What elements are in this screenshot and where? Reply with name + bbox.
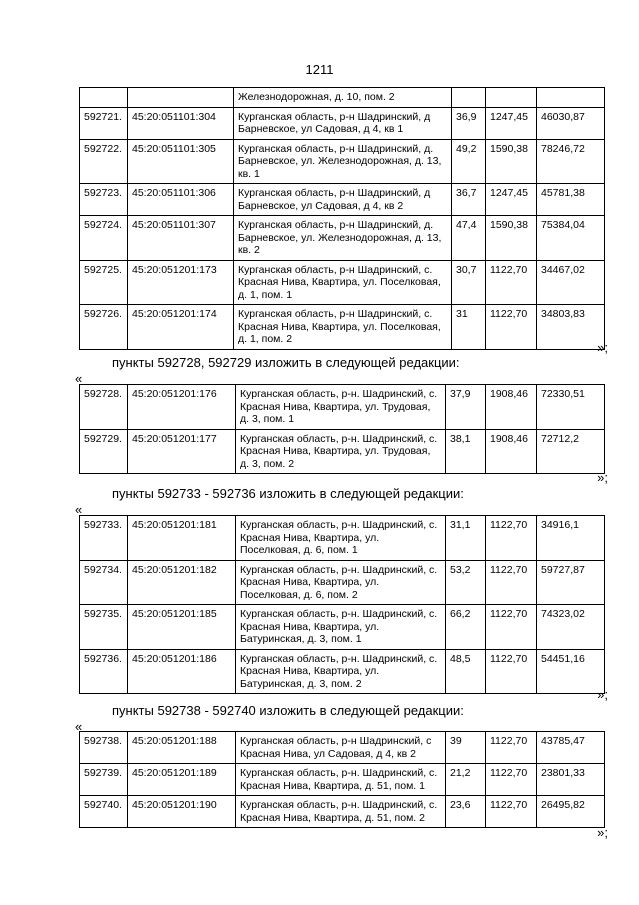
rate-cell: 1247,45 [486,107,537,139]
rate-cell: 1122,70 [486,560,537,605]
registry-table-2-body [80,385,605,474]
closing-quote-1: »; [597,340,608,355]
row-number-cell: 592738. [80,732,128,764]
cadastral-value-cell: 75384,04 [537,216,605,261]
row-number-cell: 592735. [80,605,128,650]
opening-quote-3: « [75,719,83,734]
table-row [80,429,605,474]
rate-cell: 1122,70 [486,605,537,650]
registry-table-2 [79,384,605,474]
table-row [80,796,605,828]
address-cell: Железнодорожная, д. 10, пом. 2 [234,88,452,108]
address-cell: Курганская область, р-н. Шадринский, с. Красная Нива, Квартира, ул. Батуринская, д. 3, пом. 2 [236,649,446,694]
registry-table-1 [79,87,605,350]
row-number-cell [80,88,128,108]
cadastral-value-cell: 54451,16 [537,649,605,694]
table-row [80,107,605,139]
rate-cell: 1122,70 [486,516,537,561]
cadastral-number-cell: 45:20:051101:307 [128,216,234,261]
opening-quote-1: « [75,371,83,386]
rate-cell: 1122,70 [486,764,537,796]
area-cell: 39 [446,732,486,764]
opening-quote-2: « [75,502,83,517]
address-cell: Курганская область, р-н Шадринский, с. Красная Нива, Квартира, ул. Поселковая, д. 1, пом. 2 [234,305,452,350]
cadastral-number-cell: 45:20:051201:185 [128,605,236,650]
table-row [80,732,605,764]
address-cell: Курганская область, р-н Шадринский, с. Красная Нива, Квартира, ул. Поселковая, д. 1, пом. 1 [234,260,452,305]
registry-table-3-body [80,516,605,694]
address-cell: Курганская область, р-н. Шадринский, с. Красная Нива, Квартира, ул. Трудовая, д. 3, пом. 1 [236,385,446,430]
cadastral-number-cell: 45:20:051201:181 [128,516,236,561]
cadastral-number-cell: 45:20:051201:173 [128,260,234,305]
row-number-cell: 592729. [80,429,128,474]
cadastral-value-cell: 46030,87 [537,107,605,139]
instruction-1: пункты 592728, 592729 изложить в следующей редакции: [112,355,460,370]
row-number-cell: 592740. [80,796,128,828]
rate-cell: 1590,38 [486,139,537,184]
registry-table-4-body [80,732,605,828]
area-cell: 49,2 [452,139,486,184]
row-number-cell: 592721. [80,107,128,139]
registry-table-4 [79,731,605,828]
cadastral-value-cell: 74323,02 [537,605,605,650]
rate-cell: 1122,70 [486,796,537,828]
address-cell: Курганская область, р-н Шадринский, д. Барневское, ул. Железнодорожная, д. 13, кв. 1 [234,139,452,184]
cadastral-number-cell: 45:20:051201:176 [128,385,236,430]
cadastral-number-cell [128,88,234,108]
address-cell: Курганская область, р-н. Шадринский, с. Красная Нива, Квартира, ул. Поселковая, д. 6, пом. 1 [236,516,446,561]
cadastral-value-cell: 34803,83 [537,305,605,350]
table-row [80,560,605,605]
address-cell: Курганская область, р-н. Шадринский, с. Красная Нива, Квартира, д. 51, пом. 2 [236,796,446,828]
registry-table-3 [79,515,605,694]
cadastral-value-cell [537,88,605,108]
table-row [80,385,605,430]
rate-cell: 1122,70 [486,305,537,350]
closing-quote-3: »; [597,687,608,702]
rate-cell: 1908,46 [486,429,537,474]
area-cell: 21,2 [446,764,486,796]
cadastral-number-cell: 45:20:051101:305 [128,139,234,184]
instruction-3: пункты 592738 - 592740 изложить в следующей редакции: [112,703,464,718]
row-number-cell: 592733. [80,516,128,561]
area-cell: 23,6 [446,796,486,828]
address-cell: Курганская область, р-н Шадринский, д. Барневское, ул. Железнодорожная, д. 13, кв. 2 [234,216,452,261]
table-row [80,649,605,694]
address-cell: Курганская область, р-н. Шадринский, с. Красная Нива, Квартира, д. 51, пом. 1 [236,764,446,796]
area-cell: 38,1 [446,429,486,474]
table-row [80,88,605,108]
area-cell: 53,2 [446,560,486,605]
address-cell: Курганская область, р-н. Шадринский, с. Красная Нива, Квартира, ул. Трудовая, д. 3, пом. 2 [236,429,446,474]
cadastral-number-cell: 45:20:051201:182 [128,560,236,605]
area-cell: 30,7 [452,260,486,305]
row-number-cell: 592724. [80,216,128,261]
area-cell: 47,4 [452,216,486,261]
cadastral-value-cell: 26495,82 [537,796,605,828]
cadastral-value-cell: 23801,33 [537,764,605,796]
rate-cell [486,88,537,108]
area-cell: 31,1 [446,516,486,561]
table-row [80,305,605,350]
cadastral-value-cell: 72712,2 [537,429,605,474]
table-row [80,605,605,650]
table-row [80,139,605,184]
cadastral-value-cell: 34467,02 [537,260,605,305]
table-row [80,516,605,561]
cadastral-number-cell: 45:20:051201:174 [128,305,234,350]
cadastral-value-cell: 43785,47 [537,732,605,764]
cadastral-number-cell: 45:20:051101:306 [128,184,234,216]
row-number-cell: 592723. [80,184,128,216]
cadastral-number-cell: 45:20:051201:177 [128,429,236,474]
cadastral-number-cell: 45:20:051101:304 [128,107,234,139]
rate-cell: 1122,70 [486,732,537,764]
row-number-cell: 592728. [80,385,128,430]
table-row [80,216,605,261]
instruction-2: пункты 592733 - 592736 изложить в следующей редакции: [112,486,464,501]
address-cell: Курганская область, р-н. Шадринский, с. Красная Нива, Квартира, ул. Поселковая, д. 6, пом. 2 [236,560,446,605]
cadastral-value-cell: 45781,38 [537,184,605,216]
address-cell: Курганская область, р-н Шадринский, с Красная Нива, ул Садовая, д 4, кв 2 [236,732,446,764]
cadastral-value-cell: 78246,72 [537,139,605,184]
cadastral-value-cell: 34916,1 [537,516,605,561]
row-number-cell: 592725. [80,260,128,305]
rate-cell: 1122,70 [486,260,537,305]
cadastral-number-cell: 45:20:051201:189 [128,764,236,796]
area-cell [452,88,486,108]
row-number-cell: 592726. [80,305,128,350]
table-row [80,260,605,305]
cadastral-number-cell: 45:20:051201:186 [128,649,236,694]
area-cell: 31 [452,305,486,350]
area-cell: 66,2 [446,605,486,650]
cadastral-value-cell: 59727,87 [537,560,605,605]
rate-cell: 1122,70 [486,649,537,694]
row-number-cell: 592739. [80,764,128,796]
row-number-cell: 592734. [80,560,128,605]
cadastral-value-cell: 72330,51 [537,385,605,430]
address-cell: Курганская область, р-н. Шадринский, с. Красная Нива, Квартира, ул. Батуринская, д. 3, пом. 1 [236,605,446,650]
closing-quote-4: »; [597,825,608,840]
rate-cell: 1590,38 [486,216,537,261]
page-number: 1211 [305,62,334,77]
area-cell: 48,5 [446,649,486,694]
table-row [80,764,605,796]
address-cell: Курганская область, р-н Шадринский, д Барневское, ул Садовая, д 4, кв 2 [234,184,452,216]
row-number-cell: 592736. [80,649,128,694]
area-cell: 36,9 [452,107,486,139]
rate-cell: 1908,46 [486,385,537,430]
row-number-cell: 592722. [80,139,128,184]
area-cell: 37,9 [446,385,486,430]
table-row [80,184,605,216]
area-cell: 36,7 [452,184,486,216]
cadastral-number-cell: 45:20:051201:188 [128,732,236,764]
registry-table-1-body [80,88,605,350]
closing-quote-2: »; [597,470,608,485]
cadastral-number-cell: 45:20:051201:190 [128,796,236,828]
rate-cell: 1247,45 [486,184,537,216]
address-cell: Курганская область, р-н Шадринский, д Барневское, ул Садовая, д 4, кв 1 [234,107,452,139]
